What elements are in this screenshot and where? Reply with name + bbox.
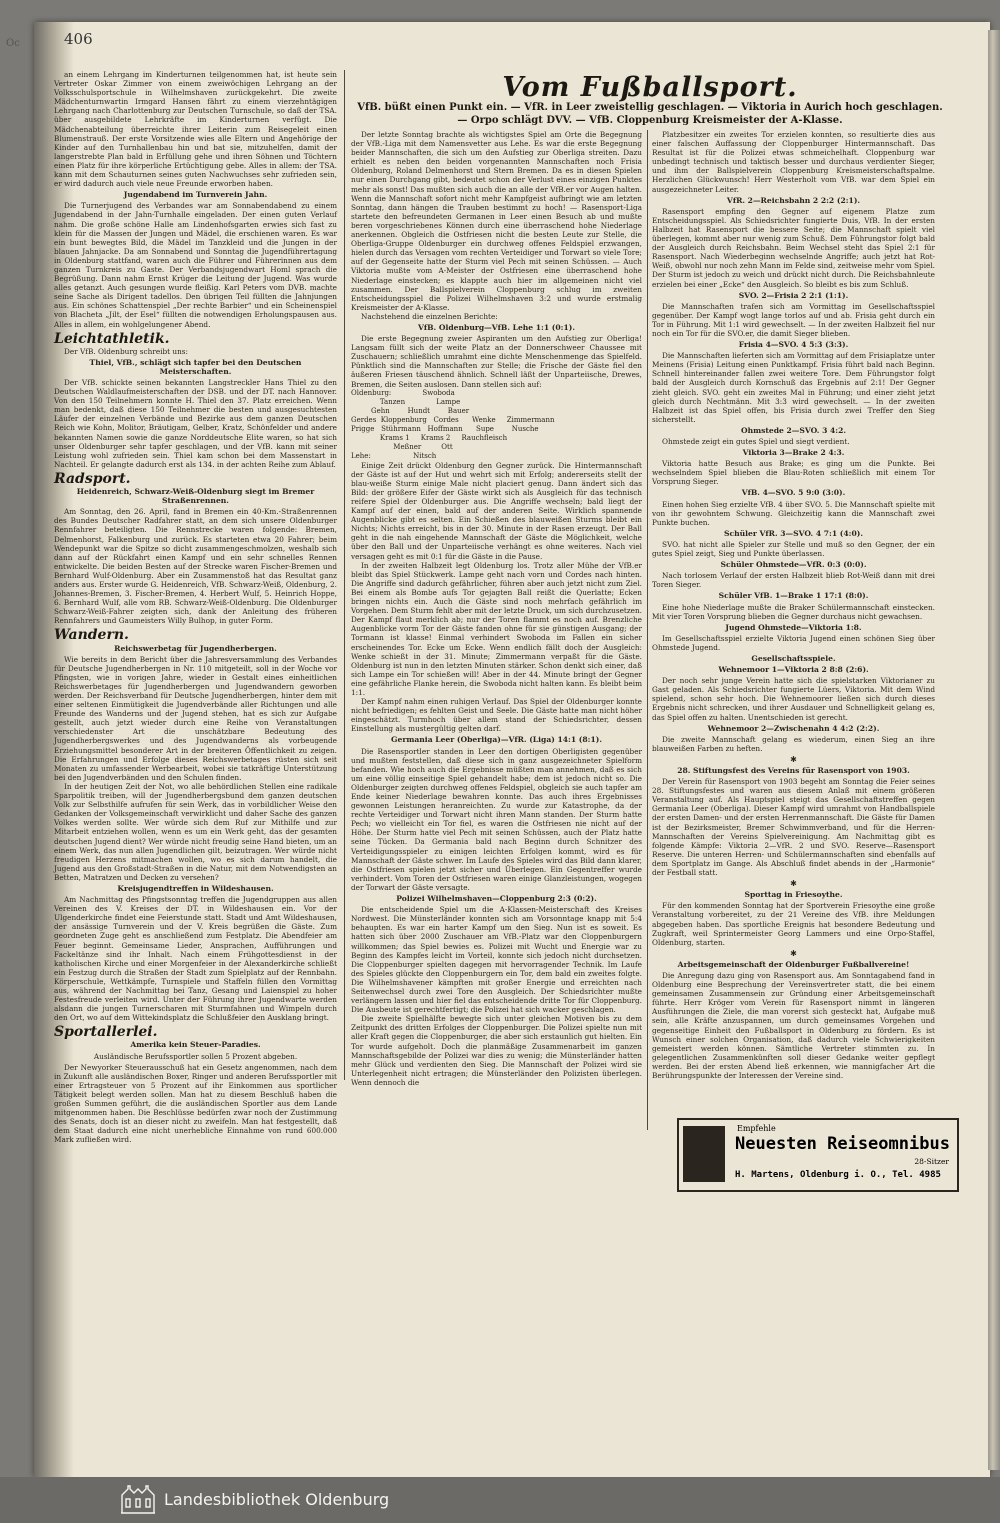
ad-headline: Neuesten Reiseomnibus xyxy=(735,1134,950,1154)
paragraph: Im Gesellschaftsspiel erzielte Viktoria Jugend einen schönen Sieg über Ohmstede Jugend. xyxy=(652,633,935,652)
paragraph: Wie bereits in dem Bericht über die Jahresversammlung des Verbandes für Deutsche Jugendherbergen in Nr. 110 mitgeteilt, soll in der Woche vor Pfingsten, wie in vorigen Jahre, wieder in Gestalt eines einheitlichen Reichswerbetages für Jugendherbergen und Jugendwandern geworben werden. Der Reichsverband für Deutsche Jugendherbergen, hinter dem mit einer seltenen Einmütigkeit die Jugendverbände aller Richtungen und alle Freunde des Wanderns und der Jugend stehen, hat es sich zur Aufgabe gestellt, auch jetzt wieder durch eine Reihe von Veranstaltungen verschiedenster Art die unschätzbare Bedeutung des Jugendherbergswerkes und des Jugendwanderns als vorbeugende Erziehungsmittel besonderer Art in der breiteren Öffentlichkeit zu zeigen. Die Erfahrungen und Erfolge dieses Reichswerbetages rüsten sich seit Monaten zu umfassender Werbearbeit, wobei sie tatkräftige Unterstützung bei den Jugendverbänden und den Schulen finden. xyxy=(54,654,337,782)
library-name: Landesbibliothek Oldenburg xyxy=(164,1490,390,1509)
paragraph: Platzbesitzer ein zweites Tor erzielen konnten, so resultierte dies aus einer falschen Auffassung der Cloppenburger Hintermannschaft. Das Resultat ist für die Polizei etwas schmeichelhaft. Cloppenburg war unbedingt technisch und taktisch besser und durchaus verdienter Sieger, und ihm der Ballspielverein Cloppenburg Kreismeisterschaftspalme. Herzlichen Glückwunsch! Herr Westerholt vom VfB. war dem Spiel ein ausgezeichneter Leiter. xyxy=(652,130,935,194)
article-body xyxy=(351,905,642,1087)
section-title: Leichtathletik. xyxy=(54,330,170,347)
lineup-lehe: Prigge Stührmann Hoffmann Supe Nusche Krams 1 Krams 2 Rauchfleisch Meßner Ott Lehe: Nitsch xyxy=(351,424,539,460)
paragraph: Die Turnerjugend des Verbandes war am Sonnabendabend zu einem Jugendabend in der Jahn-Turnhalle eingeladen. Der einen guten Verlauf nahm. Die große schöne Halle am Lindenhofsgarten erwies sich fast zu klein für die Massen der Jungen und Mädel, die erschienen waren. Es war ein bunt bewegtes Bild, die Mädel im Tanzkleid und die Jungen in der blauen Jahnjacke. Da am Sonnabend und Sonntag die Jugendführertagung in Oldenburg stattfand, waren auch die Führer und Führerinnen aus dem ganzen Turnkreis zu Gaste. Der Verbandsjugendwart Homl sprach die Begrüßung. Dann nahm Ernst Krüger die Leitung der Jugend. Was wurde alles getanzt. Auch gesungen wurde fleißig. Karl Peters vom DVB. machte seine Sache als Dirigent tadellos. Den übrigen Teil füllten die Jahnjungen aus. Ein schönes Schattenspiel „Der rechte Barbier“ und ein Scheinenspiel von Blacheta „Jilt, der Esel“ füllten die notwendigen Erholungspausen aus. Alles in allem, ein wohlgelungener Abend. xyxy=(54,201,337,329)
match-heading: Wehnemoor 2—Zwischenahn 4 4:2 (2:2). xyxy=(707,723,880,733)
match-heading: Jugend Ohmstede—Viktoria 1:8. xyxy=(725,622,862,632)
article-body xyxy=(652,500,935,527)
article-body xyxy=(351,461,642,734)
match-heading: Viktoria 3—Brake 2 4:3. xyxy=(742,448,845,458)
match-heading: Schüler Ohmstede—VfR. 0:3 (0:0). xyxy=(720,560,867,570)
match-heading: Schüler VfB. 1—Brake 1 17:1 (8:0). xyxy=(718,591,869,601)
article-body xyxy=(652,676,935,721)
article-body xyxy=(652,603,935,621)
article-body xyxy=(652,901,935,946)
separator-star: ✱ xyxy=(790,754,797,764)
page-number: 406 xyxy=(64,30,93,48)
left-column xyxy=(54,70,337,1145)
article-body xyxy=(652,437,935,446)
main-subheadline: VfB. büßt einen Punkt ein. — VfR. in Leer zweistellig geschlagen. — Viktoria in Aurich hoch geschlagen. — Orpo schlägt DVV. — VfB. Cloppenburg Kreismeister der A-Klasse. xyxy=(357,102,943,126)
article-body xyxy=(652,971,935,1080)
match-heading: VfR. 2—Reichsbahn 2 2:2 (2:1). xyxy=(726,195,861,205)
article-lead: Der VfB. Oldenburg schreibt uns: xyxy=(64,346,188,356)
section-subhead: Heidenreich, Schwarz-Weiß-Oldenburg siegt im Bremer Straßenrennen. xyxy=(76,487,315,506)
article-body xyxy=(54,507,337,625)
match-heading: Schüler VfR. 3—SVO. 4 7:1 (4:0). xyxy=(724,528,863,538)
right-column xyxy=(652,130,935,1160)
article-body xyxy=(652,459,935,486)
match-heading: Wehnemoor 1—Viktoria 2 8:8 (2:6). xyxy=(718,665,869,675)
paragraph: Die Mannschaften lieferten sich am Vormittag auf dem Frisiaplatze unter Meinens (Frisia) Leitung einen Punktkampf. Frisia führt bald nach Beginn. Schnell hintereinander fallen zwei weitere Tore. Dem Führungstor folgt bald der Ausgleich durch Kornschuß das Ergebnis auf 2:1! Der Gegner zieht gleich. SVO. geht ein zweites Mal in Führung; und einer zieht jetzt gleich durch Nechtmänn. Mit 3:3 wird gewechselt. — In der zweiten Halbzeit ist das Spiel offen, bis Frisia durch zwei Treffer den Sieg sicherstellt. xyxy=(652,351,935,424)
separator-star: ✱ xyxy=(790,879,797,889)
match-heading: Ohmstede 2—SVO. 3 4:2. xyxy=(740,425,847,435)
paragraph: Der Verein für Rasensport von 1903 begeht am Sonntag die Feier seines 28. Stiftungsfestes und waren aus diesem Anlaß mit einem größeren Veranstaltung auf. Als Hauptspiel steigt das Gesellschaftstreffen gegen Germania Leer (Oberliga). Dieser Kampf wird umrahmt von Handballspiele der ersten Damen- und der ersten Herrenmannschaft. Die Gäste für Damen ist der Bezirksmeister, Bremer Schwimmverband, und für die Herren-Mannschaften der Vereins Spielvereinigung. Am Nachmittag gibt es folgende Kämpfe: Viktoria 2—VfR. 2 und SVO. Reserve—Rasensport Reserve. Die unteren Herren- und Schülermannschaften sind ebenfalls auf dem Sportplatz im Gange. Als Abschluß findet abends in der „Harmonie“ der Festball statt. xyxy=(652,777,935,878)
ad-address: H. Martens, Oldenburg i. O., Tel. 4985 xyxy=(735,1170,941,1180)
ad-seats: 28-Sitzer xyxy=(914,1157,949,1166)
paragraph: Die zweite Mannschaft gelang es wiederum, einen Sieg an ihre blauweißen Farben zu heften. xyxy=(652,734,935,753)
article-body xyxy=(652,302,935,338)
paragraph: Der letzte Sonntag brachte als wichtigstes Spiel am Orte die Begegnung der VfB.-Liga mit dem Namensvetter aus Lehe. Es war die erste Begegnung beider Mannschaften, die sich um den Aufstieg zur Oberliga streiten. Dazu erhielt es neben den beiden vorgenannten Mannschaften noch Frisia Oldenburg, Roland Delmenhorst und Stern Bremen. Da es in diesen Spielen nur einen Durchgang gibt, bedeutet schon der Verlust eines einzigen Punktes mehr als sonst! Das mußten sich auch die an alle der VfB.er vor Augen halten. Wenn die Mannschaft sofort nicht mehr Kampfgeist aufbringt wie am letzten Sonntag, dann hängen die Trauben bestimmt zu hoch! — Rasensport-Liga startete den befreundeten Germanen in Leer einen Besuch ab und mußte beren vorgeschriebenes Können durch eine überraschend hohe Niederlage anerkennen. Obgleich die Ostfriesen nicht die besten Leute zur Stelle, die Oberliga-Gruppe Oldenburger ein durchweg offenes Feldspiel erzwangen, hielen durch das Versagen vom rechten Verteidiger und Torwart so viele Tore; auf der Gegenseite hatte der Sturm viel Pech mit seinen Schüssen. — Auch Viktoria mußte vom A-Meister der Ostfriesen eine überraschend hohe Niederlage einstecken; es klappte auch hier im allgemeinen nicht viel zusammen. Der Ballspielverein Cloppenburg schlug im zweiten Entscheidungsspiel die Polizei Wilhelmshaven 3:2 und wurde erstmalig Kreismeister der A-Klasse. xyxy=(351,130,642,312)
paragraph: Die erste Begegnung zweier Aspiranten um den Aufstieg zur Oberliga! Langsam füllt sich der weite Platz an der Donnerschweer Chaussee mit Zuschauern; schließlich umrahmt eine dichte Menschenmenge das Spielfeld. Pünktlich sind die Mannschaften zur Stelle; die Frische der Gäste fiel den äußeren Friesen täuschend ähnlich. Schnell läßt der Unparteiische, Drewes, Bremen, die Seiten auslosen. Dann stellen sich auf: xyxy=(351,334,642,389)
paragraph: Einen hohen Sieg erzielte VfB. 4 über SVO. 5. Die Mannschaft spielte mit von ihr gewohntem Schwung. Gleichzeitig kann die Mannschaft zwei Punkte buchen. xyxy=(652,499,935,527)
section-subhead: Amerika kein Steuer-Paradies. xyxy=(130,1040,261,1050)
article-body xyxy=(652,351,935,424)
article-body xyxy=(652,540,935,558)
paragraph: Nachstehend die einzelnen Berichte: xyxy=(361,311,498,321)
article-body xyxy=(351,130,642,321)
section-subhead: Reichswerbetag für Jugendherbergen. xyxy=(114,643,277,653)
library-footer xyxy=(0,1477,1000,1523)
article-body xyxy=(54,378,337,469)
paragraph: Der Kampf nahm einen ruhigen Verlauf. Das Spiel der Oldenburger konnte nicht befriedigen; es fehlten Geist und Seele. Die Gäste hatte man nicht höher eingeschätzt. Turmhoch über allem stand der Schiedsrichter, dessen Einstellung als mustergültig gelten darf. xyxy=(351,697,642,734)
match-heading: Polizei Wilhelmshaven—Cloppenburg 2:3 (0:2). xyxy=(396,894,597,904)
paragraph: SVO. hat nicht alle Spieler zur Stelle und muß so den Gegner, der ein gutes Spiel zeigt, Sieg und Punkte überlassen. xyxy=(652,539,935,559)
paragraph: Der VfB. schickte seinen bekannten Langstreckler Hans Thiel zu den Deutschen Waldlaufmeisterschaften der DSB. und der DT. nach Hannover. Von den 150 Teilnehmern konnte H. Thiel den 37. Platz erreichen. Wenn man bedenkt, daß diese 150 Teilnehmer die besten und ausgesuchtesten Läufer der einzelnen Verbände und Bezirke aus dem ganzen Deutschen Reich wie Kohn, Molitor, Bräutigam, Gelber, Kratz, Schönfelder und andere bekannten Namen sowie die ganze Norddeutsche Elite waren, so hat sich unser Oldenburger sehr tapfer geschlagen, und der VfB. kann mit seiner Leistung wohl zufrieden sein. Thiel kam schon bei dem Massenstart in Nachteil. Er gelangte dadurch erst als 134. in der achten Reihe zum Ablauf. xyxy=(54,378,337,469)
column-rule xyxy=(344,70,345,1080)
match-heading: VfB. 4—SVO. 5 9:0 (3:0). xyxy=(741,488,846,498)
section-title: Radsport. xyxy=(54,470,131,487)
paragraph: Ohmstede zeigt ein gutes Spiel und siegt verdient. xyxy=(662,437,850,446)
paragraph: In der zweiten Halbzeit legt Oldenburg los. Trotz aller Mühe der VfB.er bleibt das Spiel Stückwerk. Lampe geht nach vorn und Cordes nach hinten. Die Angriffe sind dadurch gefährlicher, führen aber auch jetzt nicht zum Ziel. Bei einem als Bombe aufs Tor gejagten Ball reißt die Querlatte; Ecken bringen nichts ein. Auch die Gäste sind noch mehrfach gefährlich im Vorgehen. Dem Sturm fehlt aber mit der letzte Druck, um sich durchzusetzen. Der Kampf flaut merklich ab; nur der Toren flammt es noch auf. Brenzliche Augenblicke vorm Tor der Gäste fanden ohne für sie günstigen Ausgang; der Tormann ist klasse! Einmal verhindert Swoboda im Fallen ein sicher erscheinendes Tor. Ecke um Ecke. Wenn endlich fällt doch der Ausgleich: Wenke schießt in der 31. Minute; Zimmermann verpaßt für die Gäste. Oldenburg ist nun in den letzten Minuten stärker. Schon denkt sich einer, daß sich Lampe ein Tor schießen will! Aber in der 44. Minute bringt der Gegner eine gefährliche Flanke herein, die Swoboda nicht halten kann. Es bleibt beim 1:1. xyxy=(351,560,642,697)
paragraph: Der noch sehr junge Verein hatte sich die spielstarken Viktorianer zu Gast geladen. Als Schiedsrichter fungierte Lüers, Viktoria. Mit dem Wind spielend, schon sehr hoch. Die Wehnemoorer ließen sich durch dieses Ergebnis nicht schrecken, und ihrer Ausdauer und Schnelligkeit gelang es, das Spiel offen zu halten. Unentschieden ist gerecht. xyxy=(652,676,935,722)
section-subhead: 28. Stiftungsfest des Vereins für Rasensport von 1903. xyxy=(677,766,910,775)
match-heading: VfB. Oldenburg—VfB. Lehe 1:1 (0:1). xyxy=(417,322,575,332)
paragraph: Die entscheidende Spiel um die A-Klassen-Meisterschaft des Kreises Nordwest. Die Münsterländer konnten sich am Vorsonntage knapp mit 5:4 behaupten. Es war ein harter Kampf um den Sieg. Nun ist es soweit. Es hatten sich über 2000 Zuschauer am VfB.-Platz war den Cloppenburgern willkommen; das Spiel bewies es. Polizei mit Wucht und Energie war zu Beginn des Kampfes leicht im Vorteil, konnte sich jedoch nicht durchsetzen. Die Cloppenburger spielten dagegen mit hervorragender Technik. Im Laufe des Spieles glückte den Cloppenburgern ein Tor, dem bald ein zweites folgte. Die Wilhelmshavener kämpften mit großer Energie und erreichten nach Seitenwechsel durch zwei Tore den Ausgleich. Der Schiedsrichter mußte verlängern lassen und hier fiel das entscheidende dritte Tor für Cloppenburg. Die Ausbeute ist gerechtfertigt; die Polizei hat sich wacker geschlagen. xyxy=(351,905,642,1015)
paragraph: Der Newyorker Steuerausschuß hat ein Gesetz angenommen, nach dem in Zukunft alle ausländischen Boxer, Ringer und anderen Berufssportler mit einer Ertragsteuer von 5 Prozent auf ihr Einkommen aus sportlicher Tätigkeit belegt werden sollen. Man hat zu diesem Beschluß haben die großen Summen geführt, die die ausländischen Sportler aus dem Lande mitgenommen haben. Die Beschlüsse bedürfen zwar noch der Zustimmung des Senats, doch ist an dieser nicht zu zweifeln. Man hat festgestellt, daß dem Staat dadurch eine nicht unerhebliche Einnahme von rund 600.000 Mark zufließen wird. xyxy=(54,1062,337,1145)
column-rule xyxy=(647,130,648,1130)
paragraph: Die Anregung dazu ging von Rasensport aus. Am Sonntagabend fand in Oldenburg eine Besprechung der Vereinsvertreter statt, die bei einem gemeinsamen Zusammensein zur Gründung einer Arbeitsgemeinschaft führte. Herr Kröger vom Verein für Rasensport nimmt in längeren Ausführungen die Ziele, die man vorerst sich gesteckt hat, Aufgabe muß sein, alle Kräfte anzuspannen, um durch gemeinsames Vorgehen und gegenseitige Einheit den Fußballsport in Oldenburg zu fördern. Es ist Wunsch einer solchen Organisation, daß dadurch viele Schwierigkeiten gemeistert werden können. Sämtliche Vertreter stimmten zu. In gelegentlichen Zusammenkünften soll dieser Gedanke weiter gepflegt werden. Bei der ersten Abend ließ erkennen, wie mannigfacher Art die Berührungspunkte der Interessen der Vereine sind. xyxy=(652,970,935,1080)
paragraph: an einem Lehrgang im Kinderturnen teilgenommen hat, ist heute sein Vertreter Oskar Zimmer von einem zweiwöchigen Lehrgang an der Volksschulsportschule in Wilhelmshaven zurückgekehrt. Die zweite Mädchenturnwartin Irmgard Hansen fährt zu einem vierzehntägigen Lehrgang nach Charlottenburg zur Deutschen Turnschule, so daß der TSA. über ausgebildete Lehrkräfte im Kinderturnen verfügt. Die Mädchenabteilung überreichte ihrer Leiterin zum Reisegeleit einen Blumenstrauß. Der erste Vorsitzende wies alle Eltern und Angehörige der Kinder auf den Turnhallenbau hin und bat sie, mitzuhelfen, damit der langerstrebte Plan bald in Erfüllung gehe und ihren Söhnen und Töchtern einen Platz für ihre körperliche Ertüchtigung gebe. Alles in allem: der TSA. kann mit dem Schauturnen seines guten Nachwuchses sehr zufrieden sein, er wird dadurch auch viele neue Freunde erworben haben. xyxy=(54,70,337,189)
section-subhead: Sporttag in Friesoythe. xyxy=(744,890,843,900)
intro-paragraphs xyxy=(54,70,337,188)
paragraph: Für den kommenden Sonntag hat der Sportverein Friesoythe eine große Veranstaltung vorbereitet, zu der 21 Vereine des VfB. ihre Meldungen abgegeben haben. Das sportliche Ereignis hat besondere Bedeutung und Zugkraft, weil Sprintermeister Georg Lammers und eine Orpo-Staffel, Oldenburg, starten. xyxy=(652,901,935,947)
article-body xyxy=(652,777,935,877)
bus-logo-icon xyxy=(683,1126,725,1182)
article-body xyxy=(351,334,642,389)
paragraph: Einige Zeit drückt Oldenburg den Gegner zurück. Die Hintermannschaft der Gäste ist auf der Hut und wehrt sich mit Erfolg; andererseits stellt der blau-weiße Sturm einige Male nicht placiert genug. Dann ändert sich das Bild: der größere Eifer der Gäste wirkt sich als Ausgleich für das technisch reifere Spiel der Oldenburger aus. Die Angriffe wechseln; bald liegt der Kampf auf der einen, bald auf der anderen Seite. Wirklich spannende Augenblicke gibt es selten. Ein Schießen des blauweißen Sturms bleibt ein Nichts; Nichts erreicht, bis in der 30. Minute in der Rasen erzeugt. Der Ball geht in die nah eingehende Mannschaft der Gäste die Möglichkeit, welche über den Ball und der Unparteiische verhängt es ohne weiteres. Nach viel versagen geht es mit 0:1 für die Gäste in die Pause. xyxy=(351,460,642,561)
match-heading: SVO. 2—Frisia 2 2:1 (1:1). xyxy=(738,290,849,300)
paragraph: Eine hohe Niederlage mußte die Braker Schülermannschaft einstecken. Mit vier Toren Vorsprung blieben die Gegner durchaus nicht gewachsen. xyxy=(652,602,935,621)
paragraph: Rasensport empfing den Gegner auf eigenem Platze zum Entscheidungsspiel. Als Schiedsrichter fungierte Duis, VfB. In der ersten Halbzeit hat Rasensport die bessere Seite; die Mannschaft spielt viel überlegen, kommt aber nur wenig zum Schuß. Dem Führungstor folgt bald der Ausgleich durch Reichsbahn. Beim Wechsel steht das Spiel 2:1 für Rasensport. Nach Wiederbeginn wechselnde Angriffe; auch jetzt hat Rot-Weiß, obwohl nur noch zehn Mann im Felde sind, zeitweise mehr vom Spiel. Der Sturm ist jedoch zu weich und drückt nicht durch. Die Reichsbahnleute erzielen bei einer „Ecke“ den Ausgleich. So bleibt es bis zum Schluß. xyxy=(652,206,935,289)
paragraph: Nach torlosem Verlauf der ersten Halbzeit blieb Rot-Weiß dann mit drei Toren Sieger. xyxy=(652,571,935,590)
paragraph: In der heutigen Zeit der Not, wo alle behördlichen Stellen eine radikale Sparpolitik treiben, will der Jugendherbergsbund dem ganzen deutschen Volk zur Selbsthilfe aufrufen für sein Werk, das in vorbildlicher Weise den Gedanken der Volksgemeinschaft verwirklicht und daher Sache des ganzen Volkes werden sollte. Wer würde sich dem Ruf zur Mithilfe und zur Mitarbeit entziehen wollen, wenn es um ein Werk geht, das der gesamten deutschen Jugend dient? Wer würde nicht freudig seine Hand bieten, um an einem Werk, das nun allen Jugendlichen gilt, beizutragen. Wer würde nicht freudigen Herzens mitmachen wollen, wo es sich darum handelt, die Jugend aus den Großstadt-Straßen in die Natur, mit dem Notwendigsten an Betten, Matratzen und Decken zu versehen? xyxy=(54,781,337,882)
section-subhead: Gesellschaftsspiele. xyxy=(751,653,836,663)
match-heading: Frisia 4—SVO. 4 5:3 (3:3). xyxy=(738,340,849,350)
section-subhead: Jugendabend im Turnverein Jahn. xyxy=(123,190,268,200)
section-title: Sportallerlei. xyxy=(54,1024,158,1041)
page-margin-mark: Oc xyxy=(6,38,20,49)
article-body xyxy=(652,735,935,753)
section-title: Wandern. xyxy=(54,627,129,644)
article-body xyxy=(54,655,337,882)
ad-intro: Empfehle xyxy=(737,1124,776,1133)
section-subhead: Kreisjugendtreffen in Wildeshausen. xyxy=(117,883,274,893)
section-subhead: Thiel, VfB., schlägt sich tapfer bei den Deutschen Meisterschaften. xyxy=(89,357,302,376)
article-body xyxy=(652,130,935,194)
paragraph: Die zweite Spielhälfte bewegte sich unter gleichen Motiven bis zu dem Zeitpunkt des dritten Erfolges der Cloppenburger. Die Polizei spielte nun mit aller Kraft gegen die Cloppenburger, die aber sich erstaunlich gut hielten. Ein Tor wurde aufgeholt. Doch die planmäßige Zusammenarbeit im ganzen Mannschaftsgebilde der Polizei war dies zu wenig; die Münsterländer hatten mehr Glück und verdienten den Sieg. Die Mannschaft der Polizei wird sie Unterlegenheit nicht ertragen; die Münsterländer den Polizisten überlegen. Wenn dennoch die xyxy=(351,1014,642,1087)
paragraph: Die Mannschaften trafen sich am Vormittag im Gesellschaftsspiel gegenüber. Der Kampf wogt lange torlos auf und ab. Frisia geht durch ein Tor in Führung. Mit 1:1 wird gewechselt. — In der zweiten Halbzeit fiel nur noch ein Tor für die SVO.er, die damit Sieger blieben. xyxy=(652,301,935,338)
section-subhead: Ausländische Berufssportler sollen 5 Prozent abgeben. xyxy=(93,1051,298,1061)
paragraph: Am Sonntag, den 26. April, fand in Bremen ein 40-Km.-Straßenrennen des Bundes Deutscher Radfahrer statt, an dem sich unsere Oldenburger Rennfahrer beteiligten. Die Rennstrecke waren folgende: Bremen, Delmenhorst, Falkenburg und zurück. Es starteten etwa 20 Fahrer; beim Wendepunkt war die Spitze so dicht zusammengeschmolzen, weshalb sich dann auf der Rückfahrt einen Kampf und ein sehr schnelles Rennen entwickelte. Die beiden Besten auf der Strecke waren Fischer-Bremen und Bernhard Wulf-Oldenburg. Aber ein Zusammenstoß hat das Resultat ganz anders aus. Erster wurde G. Heidenreich, VfB. Schwarz-Weiß, Oldenburg, 2. Johannes-Bremen, 3. Fischer-Bremen, 4. Herbert Wulf, 5. Heinrich Hoppe, 6. Bernhard Wulf, alle vom RB. Schwarz-Weiß-Oldenburg. Die Oldenburger Schwarz-Weiß-Fahrer zeigten sich, dank der Anleitung des früheren Rennfahrers und Gaumeisters Willy Bulhop, in guter Form. xyxy=(54,507,337,626)
advertisement xyxy=(677,1118,959,1192)
article-body xyxy=(652,634,935,652)
article-body xyxy=(54,201,337,328)
lineup-oldenburg: Oldenburg: Swoboda Tanzen Lampe Gehn Hundt Bauer Gerdes Kloppenburg Cordes Wenke Zimmermann xyxy=(351,388,555,424)
section-subhead: Arbeitsgemeinschaft der Oldenburger Fußballvereine! xyxy=(677,959,910,969)
paragraph: Die Rasensportler standen in Leer den dortigen Oberligisten gegenüber und mußten feststellen, daß diese sich in ganz ausgezeichneter Spielform befanden. Wie hoch auch die Ergebnisse müßten man annehmen, daß es sich um eine völlig einseitige Spiel gehandelt habe; dem ist jedoch nicht so. Die Oldenburger zeigten durchweg offenes Feldspiel, obgleich sie auch tapfer am Ende keiner Niederlage bewahren konnte. Das auch ihres Ergebnisses gewonnen Leistungen heranreichten. Zu wurde zur Katastrophe, da der rechte Verteidiger und Torwart nicht ihren Mann standen. Der Sturm hatte Pech; wo vielleicht ein Tor fiel, es waren die Ostfriesen nie nicht auf der Höhe. Der Sturm hatte viel Pech mit seinen Schüssen, auch der Platz hatte seine Tücken. Da Germania bald nach Beginn durch Schnitzer des Verteidigungsspieler zu einigen leichten Erfolgen kommt, wird es für Mannschaft der Gäste schwer. Im Laufe des Spieles wird das Bild dann klarer, die Ostfriesen spielen jetzt sicher und Überlegen. Ein Gegentreffer wurde verhindert. Vom Toren der Ostfriesen waren einige Glanzleistungen, wogegen der Torwart der Gäste versagte. xyxy=(351,746,642,892)
paragraph: Am Nachmittag des Pfingstsonntag treffen die Jugendgruppen aus allen Vereinen des V. Kreises der DT. in Wildeshausen ein. Vor der Ulgenderkirche findet eine Feierstunde statt. Stadt und Amt Wildeshausen, der ansässige Turnverein und der V. Kreis begrüßen die Gäste. Zum geordneten Zuge geht es anschließend zum Festplatz. Die Abendfeier am Feuer beginnt. Gemeinsame Lieder, Ansprachen, Aufführungen und Fackeltänze sind ihr Inhalt. Nach einem Frühgottesdienst in der katholischen Kirche und einer Morgenfeier in der Alexanderkirche schließt ein Festzug durch die Straßen der Stadt zum Spielplatz auf der Rennbahn. Körperschule, Wettkämpfe, Turnspiele und Staffeln füllen den Vormittag aus, während der Nachmittag bei Tanz, Gesang und Laienspiel zu hoher Festesfreude verleiten wird. Unter der Führung ihrer Jugendwarte werden alsdann die jungen Turnerscharen mit Sturmfahnen und Wimpeln durch den Ort, wo auf dem Wittekindsplatz die Schlußfeier den Ausklang bringt. xyxy=(54,895,337,1023)
library-building-icon xyxy=(120,1483,156,1515)
match-heading: Germania Leer (Oberliga)—VfR. (Liga) 14:1 (8:1). xyxy=(391,735,602,745)
middle-column xyxy=(351,130,642,1160)
article-body xyxy=(54,895,337,1022)
article-body xyxy=(652,207,935,289)
paragraph: Viktoria hatte Besuch aus Brake; es ging um die Punkte. Bei wechselndem Spiel blieben die Blau-Roten schließlich mit einem Tor Vorsprung Sieger. xyxy=(652,459,935,487)
main-headline: Vom Fußballsport. xyxy=(502,72,798,103)
article-body xyxy=(652,571,935,589)
article-body xyxy=(54,1063,337,1145)
separator-star: ✱ xyxy=(790,948,797,958)
article-body xyxy=(351,747,642,893)
next-page-edge xyxy=(988,30,1000,1470)
